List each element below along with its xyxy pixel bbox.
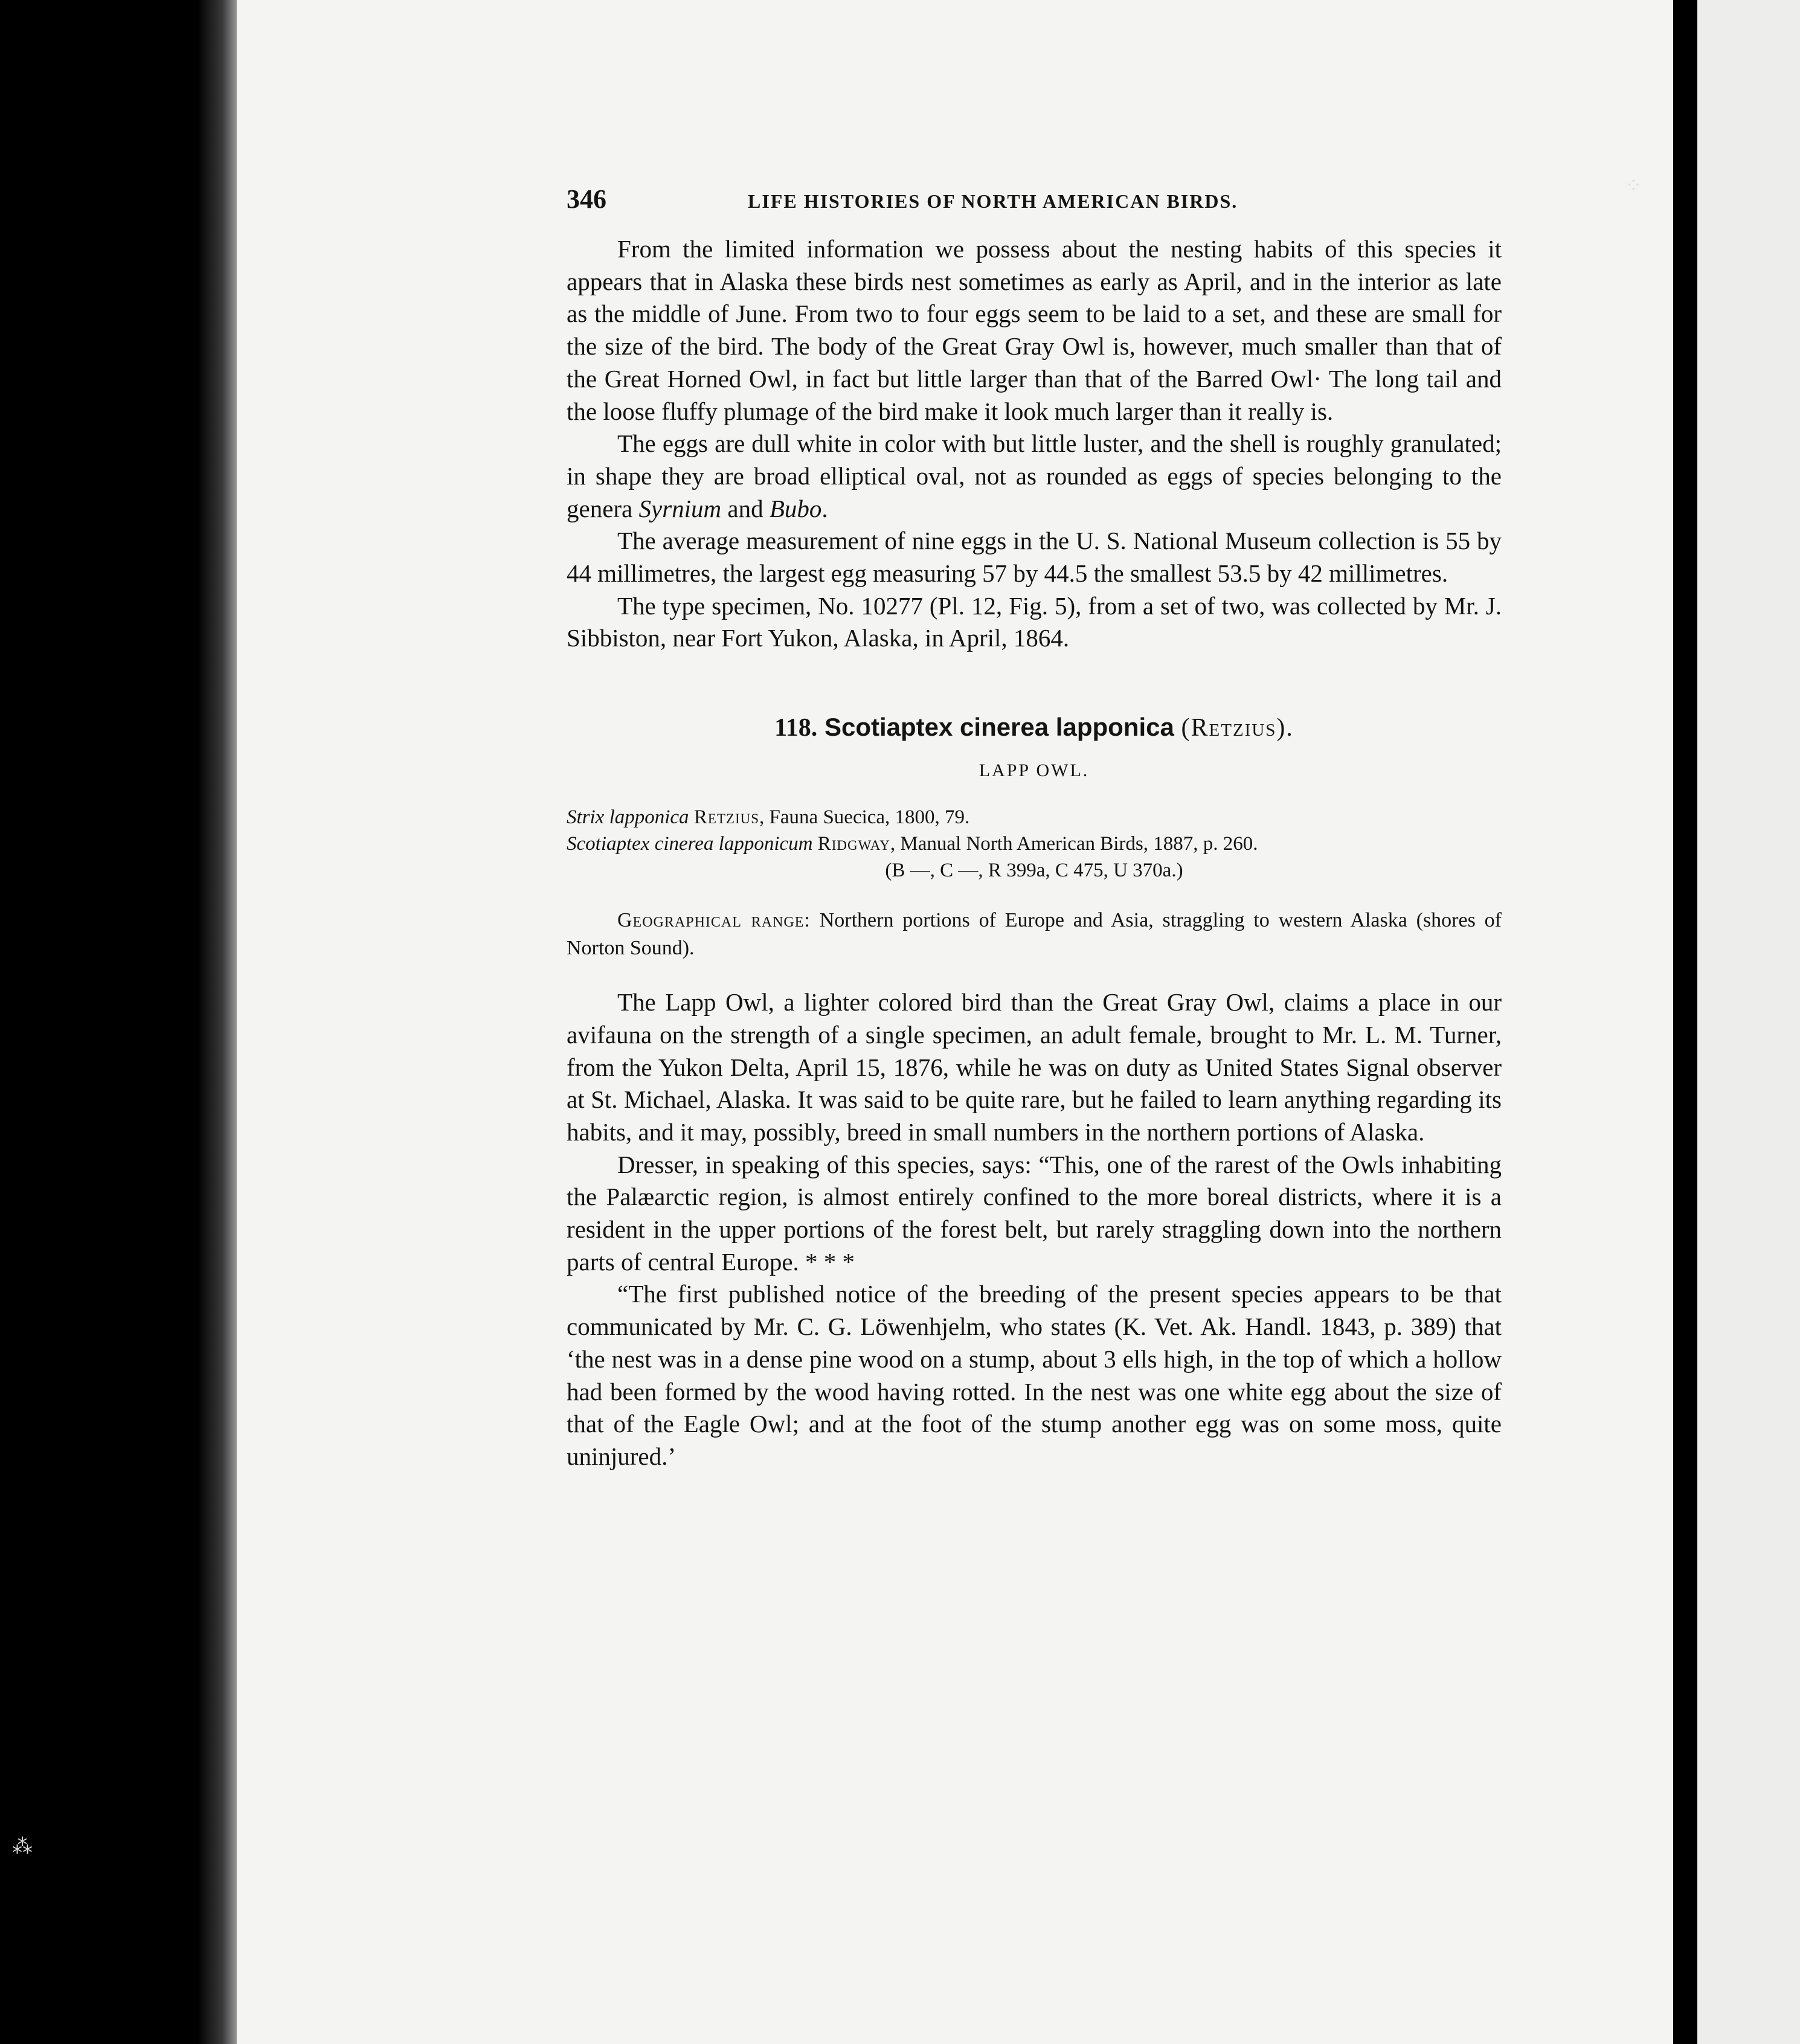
synonym-reference: , Manual North American Birds, 1887, p. 260. (890, 833, 1258, 855)
range-text: Northern portions of Europe and Asia, straggling to western Alaska (shores of Norton Sound). (567, 909, 1502, 960)
species-authority: (Retzius). (1181, 714, 1294, 742)
page-content (567, 184, 1502, 1473)
genus-name: Syrnium (638, 494, 722, 522)
paragraph-type-specimen: The type specimen, No. 10277 (Pl. 12, Fig. 5), from a set of two, was collected by Mr. J. Sibbiston, near Fort Yukon, Alaska, in April, 1864. (567, 591, 1502, 652)
paragraph-eggs: The eggs are dull white in color with but little luster, and the shell is roughly granulated; in shape they are broad elliptical oval, not as rounded as eggs of species belonging to the genera Syrnium and Bubo. (567, 429, 1502, 522)
paragraph-lapp-owl: The Lapp Owl, a lighter colored bird than the Great Gray Owl, claims a place in our avifauna on the strength of a single specimen, an adult female, brought to Mr. L. M. Turner, from the Yukon Delta, April 15, 1876, while he was on duty as United States Signal observer at St. Michael, Alaska. It was said to be quite rare, but he failed to learn anything regarding its habits, and it may, possibly, breed in small numbers in the northern portions of Alaska. (567, 988, 1502, 1146)
synonym-line (567, 831, 1502, 857)
species-number: 118. (774, 714, 818, 742)
range-label: Geographical range: (617, 909, 811, 932)
synonym-name: Scotiaptex cinerea lapponicum (567, 833, 813, 855)
page-number: 346 (567, 184, 606, 214)
scan-speck: ⁘ (1625, 173, 1642, 198)
synonym-author: Ridgway (817, 833, 890, 855)
running-head (567, 184, 1502, 221)
synonymy (567, 804, 1502, 884)
catalog-codes: (B —, C —, R 399a, C 475, U 370a.) (885, 860, 1183, 882)
next-page-edge (1697, 0, 1800, 2044)
paragraph-measurements: The average measurement of nine eggs in the U. S. National Museum collection is 55 by 44 millimetres, the largest egg measuring 57 by 44.5 the smallest 53.5 by 42 millimetres. (567, 527, 1502, 588)
genus-name: Bubo (769, 494, 822, 522)
synonym-reference: , Fauna Suecica, 1800, 79. (759, 806, 970, 829)
binding-shadow (199, 0, 242, 2044)
common-name: LAPP OWL. (979, 760, 1090, 781)
species-heading (567, 713, 1502, 742)
synonym-author: Retzius (693, 806, 760, 829)
scan-speck: ⁂ (12, 1834, 33, 1859)
species-name: Scotiaptex cinerea lapponica (824, 713, 1174, 742)
paragraph-breeding-notice: “The first published notice of the breeding of the present species appears to be that communicated by Mr. C. G. Löwenhjelm, who states (K. Vet. Ak. Handl. 1843, p. 389) that ‘the nest was in a dense pine wood on a stump, about 3 ells high, in the top of which a hollow had been formed by the wood having rotted. In the nest was one white egg about the size of that of the Eagle Owl; and at the foot of the stump another egg was on some moss, quite uninjured.’ (567, 1280, 1502, 1470)
geographical-range (567, 907, 1502, 962)
synonym-name: Strix lapponica (567, 806, 689, 829)
synonym-line (567, 804, 1502, 831)
paragraph-nesting: From the limited information we possess about the nesting habits of this species it appears that in Alaska these birds nest sometimes as early as April, and in the interior as late as the middle of June. From two to four eggs seem to be laid to a set, and these are small for the size of the bird. The body of the Great Gray Owl is, however, much smaller than that of the Great Horned Owl, in fact but little larger than that of the Barred Owl· The long tail and the loose fluffy plumage of the bird make it look much larger than it really is. (567, 235, 1502, 425)
paragraph-dresser-quote: Dresser, in speaking of this species, says: “This, one of the rarest of the Owls inhabiting the Palæarctic region, is almost entirely confined to the more boreal districts, where it is a resident in the upper portions of the forest belt, but rarely straggling down into the northern parts of central Europe. * * * (567, 1150, 1502, 1276)
running-title: LIFE HISTORIES OF NORTH AMERICAN BIRDS. (748, 190, 1238, 212)
page-gutter (1673, 0, 1697, 2044)
